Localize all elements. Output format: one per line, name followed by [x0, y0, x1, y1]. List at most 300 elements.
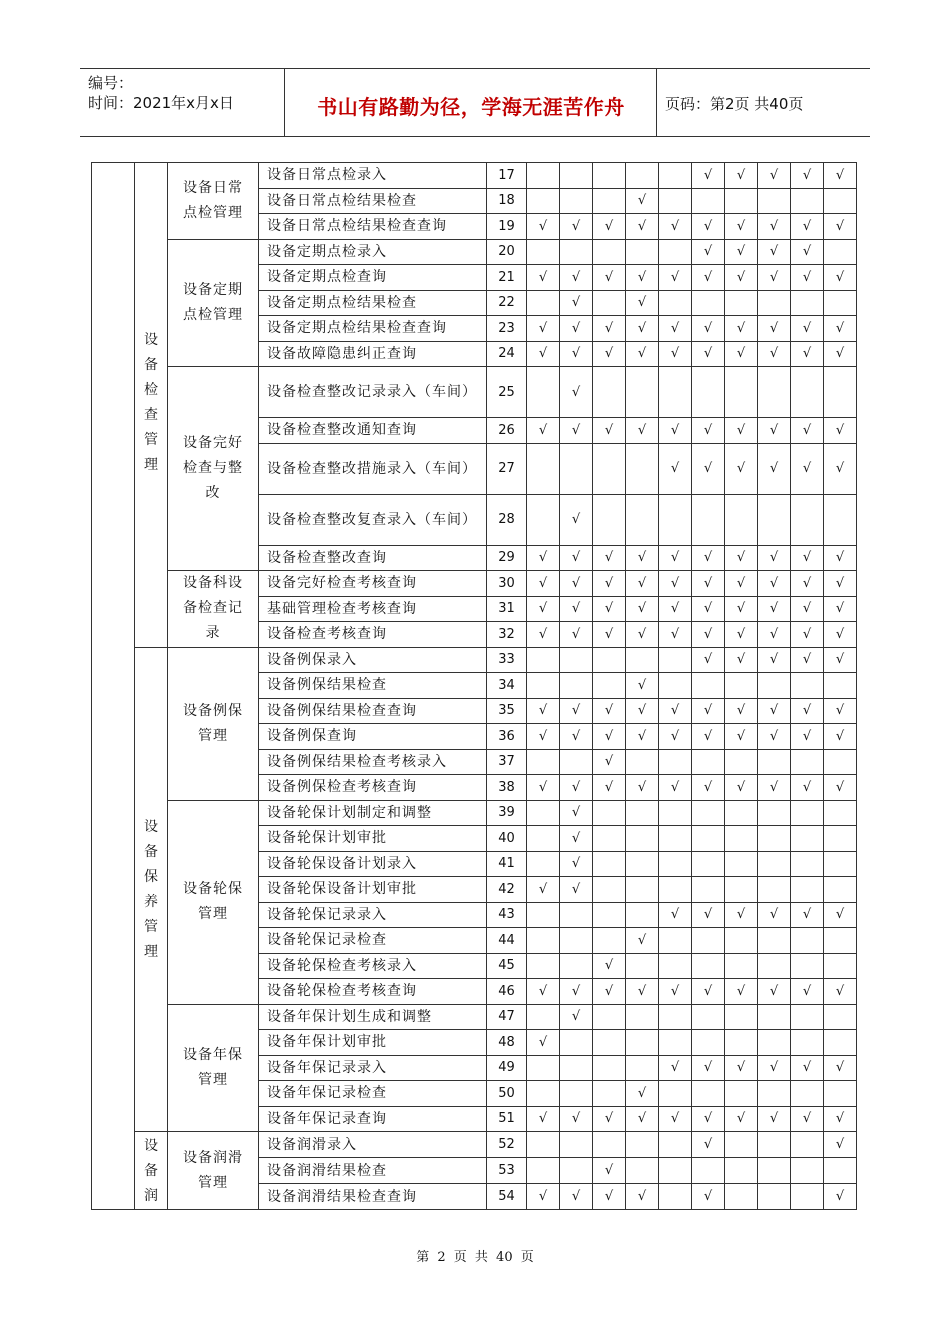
process-name: 设备检查整改记录录入（车间）	[259, 367, 487, 418]
permission-cell	[692, 877, 725, 903]
permission-cell	[725, 188, 758, 214]
permission-cell	[560, 698, 593, 724]
process-name: 设备轮保记录检查	[259, 928, 487, 954]
permission-cell	[593, 1055, 626, 1081]
permission-cell	[824, 749, 857, 775]
permission-cell	[824, 826, 857, 852]
permission-cell	[560, 1030, 593, 1056]
permission-cell	[593, 239, 626, 265]
check-mark-icon: √	[835, 779, 845, 795]
check-mark-icon: √	[835, 601, 845, 617]
check-mark-icon: √	[802, 346, 812, 362]
check-mark-icon: √	[703, 652, 713, 668]
row-number: 31	[487, 596, 527, 622]
check-mark-icon: √	[670, 320, 680, 336]
row-number: 20	[487, 239, 527, 265]
permission-cell	[593, 1158, 626, 1184]
table-row	[92, 367, 857, 418]
permission-cell	[758, 775, 791, 801]
check-mark-icon: √	[736, 703, 746, 719]
check-mark-icon: √	[571, 805, 581, 821]
process-name: 设备例保结果检查考核录入	[259, 749, 487, 775]
table-row	[92, 1132, 857, 1158]
permission-cell	[527, 775, 560, 801]
permission-cell	[560, 214, 593, 240]
page-header	[80, 68, 870, 137]
check-mark-icon: √	[769, 461, 779, 476]
permission-cell	[824, 239, 857, 265]
process-name: 设备轮保设备计划审批	[259, 877, 487, 903]
check-mark-icon: √	[538, 550, 548, 566]
check-mark-icon: √	[703, 244, 713, 260]
check-mark-icon: √	[736, 1111, 746, 1127]
permission-cell	[758, 826, 791, 852]
check-mark-icon: √	[703, 346, 713, 362]
check-mark-icon: √	[604, 550, 614, 566]
permission-cell	[824, 571, 857, 597]
check-mark-icon: √	[802, 422, 812, 438]
permission-cell	[758, 316, 791, 342]
check-mark-icon: √	[604, 218, 614, 234]
permission-cell	[824, 443, 857, 494]
check-mark-icon: √	[571, 550, 581, 566]
row-number: 52	[487, 1132, 527, 1158]
check-mark-icon: √	[538, 320, 548, 336]
permission-cell	[560, 775, 593, 801]
check-mark-icon: √	[703, 703, 713, 719]
permission-cell	[758, 979, 791, 1005]
check-mark-icon: √	[802, 218, 812, 234]
permission-cell	[725, 749, 758, 775]
permission-cell	[626, 1081, 659, 1107]
check-mark-icon: √	[736, 218, 746, 234]
row-number: 21	[487, 265, 527, 291]
check-mark-icon: √	[604, 346, 614, 362]
check-mark-icon: √	[637, 269, 647, 285]
permission-cell	[527, 698, 560, 724]
check-mark-icon: √	[571, 1009, 581, 1025]
check-mark-icon: √	[604, 1189, 614, 1204]
check-mark-icon: √	[835, 1060, 845, 1076]
permission-cell	[725, 775, 758, 801]
permission-cell	[626, 698, 659, 724]
permission-cell	[791, 571, 824, 597]
permission-cell	[692, 494, 725, 545]
check-mark-icon: √	[769, 1111, 779, 1127]
permission-cell	[659, 1106, 692, 1132]
process-name: 设备例保结果检查	[259, 673, 487, 699]
permission-cell	[527, 1106, 560, 1132]
check-mark-icon: √	[769, 601, 779, 617]
permission-cell	[593, 494, 626, 545]
permission-cell	[593, 724, 626, 750]
page-footer: 第 2 页 共 40 页	[416, 1250, 534, 1265]
permission-cell	[725, 928, 758, 954]
check-mark-icon: √	[769, 550, 779, 566]
permission-cell	[692, 1081, 725, 1107]
check-mark-icon: √	[571, 703, 581, 719]
permission-cell	[758, 647, 791, 673]
blank-left-column	[92, 163, 135, 1210]
permission-cell	[626, 316, 659, 342]
document-time-label: 时间：2021年x月x日	[88, 94, 234, 112]
permission-cell	[593, 316, 626, 342]
process-name: 设备日常点检结果检查查询	[259, 214, 487, 240]
permission-cell	[758, 367, 791, 418]
permission-cell	[593, 214, 626, 240]
permission-cell	[560, 1158, 593, 1184]
permission-cell	[527, 877, 560, 903]
permission-cell	[593, 673, 626, 699]
permission-cell	[626, 1132, 659, 1158]
row-number: 51	[487, 1106, 527, 1132]
permission-cell	[692, 316, 725, 342]
permission-cell	[593, 341, 626, 367]
permission-cell	[560, 418, 593, 444]
permission-cell	[560, 265, 593, 291]
check-mark-icon: √	[538, 703, 548, 719]
permission-cell	[692, 800, 725, 826]
permission-cell	[593, 622, 626, 648]
permission-cell	[791, 724, 824, 750]
permission-cell	[560, 953, 593, 979]
check-mark-icon: √	[736, 167, 746, 183]
permission-cell	[626, 571, 659, 597]
permission-cell	[692, 1132, 725, 1158]
process-name: 设备例保结果检查查询	[259, 698, 487, 724]
permission-cell	[626, 290, 659, 316]
check-mark-icon: √	[571, 218, 581, 234]
permission-cell	[725, 953, 758, 979]
permission-cell	[626, 367, 659, 418]
category-label: 设备科设备检查记录	[168, 571, 259, 648]
permission-cell	[560, 902, 593, 928]
check-mark-icon: √	[835, 1189, 845, 1204]
permission-cell	[659, 724, 692, 750]
permission-cell	[791, 928, 824, 954]
check-mark-icon: √	[571, 422, 581, 438]
check-mark-icon: √	[835, 167, 845, 183]
row-number: 18	[487, 188, 527, 214]
permission-cell	[560, 596, 593, 622]
permission-cell	[791, 596, 824, 622]
permission-cell	[791, 367, 824, 418]
check-mark-icon: √	[538, 1189, 548, 1204]
permission-cell	[626, 877, 659, 903]
permission-cell	[791, 749, 824, 775]
check-mark-icon: √	[670, 601, 680, 617]
permission-cell	[758, 418, 791, 444]
permission-cell	[527, 647, 560, 673]
permission-cell	[626, 188, 659, 214]
process-name: 设备例保录入	[259, 647, 487, 673]
permission-cell	[758, 571, 791, 597]
check-mark-icon: √	[604, 779, 614, 795]
permission-cell	[791, 1004, 824, 1030]
permission-cell	[626, 851, 659, 877]
process-name: 设备检查整改措施录入（车间）	[259, 443, 487, 494]
permission-cell	[659, 928, 692, 954]
permission-cell	[527, 826, 560, 852]
check-mark-icon: √	[637, 550, 647, 566]
permission-cell	[593, 596, 626, 622]
permission-cell	[692, 1004, 725, 1030]
permission-cell	[791, 1081, 824, 1107]
permission-cell	[659, 1004, 692, 1030]
permission-cell	[659, 851, 692, 877]
check-mark-icon: √	[637, 422, 647, 438]
check-mark-icon: √	[736, 983, 746, 999]
row-number: 27	[487, 443, 527, 494]
row-number: 29	[487, 545, 527, 571]
process-name: 基础管理检查考核查询	[259, 596, 487, 622]
permission-cell	[791, 953, 824, 979]
header-page-number: 页码：第2页 共40页	[665, 95, 804, 113]
permission-cell	[692, 749, 725, 775]
permission-cell	[692, 265, 725, 291]
module-label: 设备检查管理	[144, 332, 158, 473]
check-mark-icon: √	[670, 1060, 680, 1076]
check-mark-icon: √	[538, 346, 548, 362]
permission-cell	[824, 902, 857, 928]
permission-cell	[791, 341, 824, 367]
check-mark-icon: √	[703, 422, 713, 438]
permission-cell	[692, 367, 725, 418]
permission-cell	[659, 316, 692, 342]
category-label: 设备例保管理	[168, 647, 259, 800]
check-mark-icon: √	[802, 983, 812, 999]
permission-cell	[626, 928, 659, 954]
permission-cell	[560, 1004, 593, 1030]
permission-cell	[791, 698, 824, 724]
process-name: 设备年保计划审批	[259, 1030, 487, 1056]
permission-cell	[692, 214, 725, 240]
permission-cell	[824, 698, 857, 724]
permission-cell	[626, 979, 659, 1005]
check-mark-icon: √	[769, 652, 779, 668]
check-mark-icon: √	[571, 856, 581, 872]
permission-cell	[527, 800, 560, 826]
header-meta	[88, 73, 234, 113]
permission-cell	[560, 1106, 593, 1132]
check-mark-icon: √	[769, 244, 779, 260]
permission-cell	[626, 596, 659, 622]
check-mark-icon: √	[736, 1060, 746, 1076]
permission-cell	[593, 1132, 626, 1158]
permission-cell	[659, 673, 692, 699]
permission-cell	[824, 877, 857, 903]
row-number: 26	[487, 418, 527, 444]
permission-cell	[527, 494, 560, 545]
permission-cell	[758, 265, 791, 291]
permission-cell	[824, 1158, 857, 1184]
permission-cell	[725, 851, 758, 877]
process-name: 设备轮保计划制定和调整	[259, 800, 487, 826]
check-mark-icon: √	[571, 384, 581, 400]
check-mark-icon: √	[802, 626, 812, 642]
check-mark-icon: √	[538, 779, 548, 795]
permission-cell	[527, 188, 560, 214]
process-name: 设备日常点检结果检查	[259, 188, 487, 214]
permission-cell	[527, 851, 560, 877]
permission-cell	[824, 1081, 857, 1107]
permission-cell	[725, 367, 758, 418]
permission-cell	[791, 979, 824, 1005]
check-mark-icon: √	[670, 575, 680, 591]
permission-cell	[824, 1055, 857, 1081]
check-mark-icon: √	[604, 1111, 614, 1127]
check-mark-icon: √	[571, 830, 581, 846]
check-mark-icon: √	[538, 728, 548, 744]
check-mark-icon: √	[703, 461, 713, 476]
check-mark-icon: √	[835, 1111, 845, 1127]
permission-cell	[659, 188, 692, 214]
row-number: 49	[487, 1055, 527, 1081]
permission-cell	[758, 622, 791, 648]
check-mark-icon: √	[538, 1034, 548, 1050]
check-mark-icon: √	[670, 1111, 680, 1127]
permission-cell	[758, 1132, 791, 1158]
check-mark-icon: √	[769, 346, 779, 362]
permission-cell	[527, 1184, 560, 1210]
check-mark-icon: √	[802, 1060, 812, 1076]
permission-cell	[659, 1184, 692, 1210]
check-mark-icon: √	[538, 983, 548, 999]
permission-cell	[758, 1106, 791, 1132]
row-number: 30	[487, 571, 527, 597]
check-mark-icon: √	[637, 346, 647, 362]
permission-cell	[626, 953, 659, 979]
row-number: 47	[487, 1004, 527, 1030]
process-name: 设备例保检查考核查询	[259, 775, 487, 801]
row-number: 48	[487, 1030, 527, 1056]
row-number: 41	[487, 851, 527, 877]
permission-cell	[659, 902, 692, 928]
check-mark-icon: √	[604, 958, 614, 974]
permission-cell	[560, 749, 593, 775]
permission-cell	[725, 214, 758, 240]
permission-cell	[593, 851, 626, 877]
permission-cell	[527, 571, 560, 597]
permission-cell	[659, 265, 692, 291]
permission-cell	[659, 443, 692, 494]
permission-cell	[560, 877, 593, 903]
check-mark-icon: √	[703, 269, 713, 285]
check-mark-icon: √	[736, 575, 746, 591]
permission-cell	[626, 545, 659, 571]
permission-cell	[560, 367, 593, 418]
permission-cell	[758, 1055, 791, 1081]
row-number: 54	[487, 1184, 527, 1210]
process-name: 设备检查整改查询	[259, 545, 487, 571]
check-mark-icon: √	[736, 652, 746, 668]
permission-cell	[560, 1184, 593, 1210]
check-mark-icon: √	[670, 983, 680, 999]
permission-cell	[791, 622, 824, 648]
check-mark-icon: √	[736, 346, 746, 362]
check-mark-icon: √	[835, 626, 845, 642]
permission-cell	[824, 953, 857, 979]
row-number: 34	[487, 673, 527, 699]
permission-cell	[659, 494, 692, 545]
check-mark-icon: √	[538, 626, 548, 642]
permission-cell	[692, 1106, 725, 1132]
permission-cell	[659, 749, 692, 775]
permission-cell	[692, 1055, 725, 1081]
permission-cell	[659, 1158, 692, 1184]
permission-cell	[560, 443, 593, 494]
permission-cell	[659, 571, 692, 597]
check-mark-icon: √	[769, 983, 779, 999]
permission-cell	[626, 265, 659, 291]
permission-cell	[725, 341, 758, 367]
permission-cell	[791, 826, 824, 852]
permission-cell	[791, 1106, 824, 1132]
permission-cell	[560, 928, 593, 954]
check-mark-icon: √	[769, 167, 779, 183]
permission-cell	[824, 418, 857, 444]
permission-cell	[725, 596, 758, 622]
permission-cell	[791, 800, 824, 826]
module-label: 设备润	[144, 1138, 158, 1204]
check-mark-icon: √	[769, 320, 779, 336]
permission-cell	[758, 545, 791, 571]
permission-cell	[824, 367, 857, 418]
check-mark-icon: √	[670, 703, 680, 719]
check-mark-icon: √	[571, 575, 581, 591]
permission-cell	[659, 239, 692, 265]
check-mark-icon: √	[736, 269, 746, 285]
permission-cell	[560, 647, 593, 673]
check-mark-icon: √	[769, 907, 779, 923]
permission-cell	[527, 290, 560, 316]
permission-cell	[692, 188, 725, 214]
permission-cell	[692, 979, 725, 1005]
permission-cell	[758, 698, 791, 724]
check-mark-icon: √	[571, 512, 581, 527]
permission-cell	[791, 647, 824, 673]
check-mark-icon: √	[604, 983, 614, 999]
permission-cell	[824, 979, 857, 1005]
check-mark-icon: √	[604, 754, 614, 770]
row-number: 37	[487, 749, 527, 775]
permission-cell	[626, 443, 659, 494]
permission-cell	[626, 1004, 659, 1030]
permission-cell	[593, 418, 626, 444]
permission-cell	[791, 214, 824, 240]
permission-cell	[725, 622, 758, 648]
permission-cell	[527, 214, 560, 240]
permission-cell	[527, 265, 560, 291]
permission-cell	[593, 367, 626, 418]
permission-cell	[725, 877, 758, 903]
check-mark-icon: √	[637, 728, 647, 744]
permission-cell	[824, 673, 857, 699]
permission-cell	[560, 545, 593, 571]
permission-cell	[791, 443, 824, 494]
permission-cell	[824, 1004, 857, 1030]
permission-cell	[560, 800, 593, 826]
permission-cell	[824, 545, 857, 571]
check-mark-icon: √	[703, 779, 713, 795]
permission-cell	[593, 443, 626, 494]
permission-cell	[659, 214, 692, 240]
permission-table	[91, 162, 857, 1210]
permission-cell	[659, 1055, 692, 1081]
check-mark-icon: √	[637, 703, 647, 719]
permission-cell	[758, 443, 791, 494]
permission-cell	[593, 647, 626, 673]
